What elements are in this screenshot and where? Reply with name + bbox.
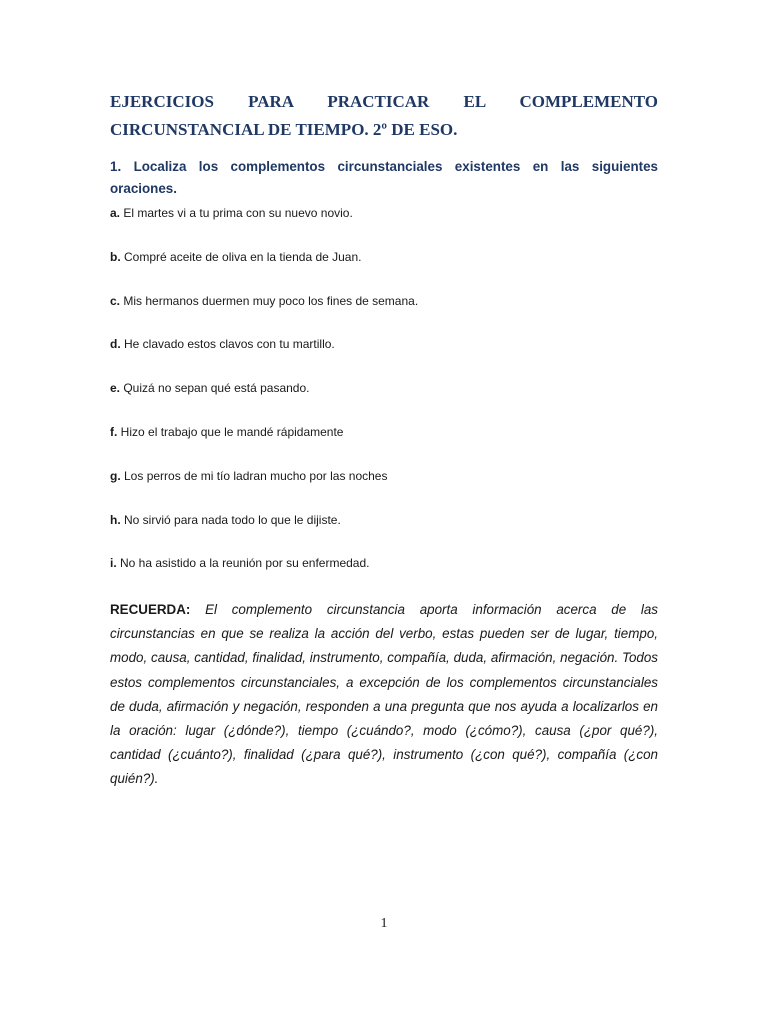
sentence-letter: f. [110, 424, 118, 439]
sentence-letter: d. [110, 337, 121, 352]
recuerda-label: RECUERDA: [110, 602, 191, 617]
sentence-text: Quizá no sepan qué está pasando. [120, 381, 310, 396]
sentence-item [110, 554, 658, 598]
document-title [110, 88, 658, 144]
sentence-text: Compré aceite de oliva en la tienda de Juan. [120, 249, 362, 264]
sentence-letter: e. [110, 381, 121, 396]
sentence-text: No ha asistido a la reunión por su enfermedad. [116, 556, 370, 571]
sentence-letter: h. [110, 512, 121, 527]
recuerda-text: El complemento circunstancia aporta información acerca de las circunstancias en que se realiza la acción del verbo, estas pueden ser de lugar, tiempo, modo, causa, cantidad, finalidad, instrumento, compañía, duda, afirmación, negación. Todos estos complementos circunstanciales, a excepción de los complementos circunstanciales de duda, afirmación y negación, responden a una pregunta que nos ayuda a localizarlos en la oración: lugar (¿dónde?), tiempo (¿cuándo?, modo (¿cómo?), causa (¿por qué?), cantidad (¿cuánto?), finalidad (¿para qué?), instrumento (¿con qué?), compañía (¿con quién?). [110, 602, 658, 787]
sentence-text: No sirvió para nada todo lo que le dijiste. [120, 512, 341, 527]
recuerda-note [110, 598, 658, 792]
title-line-2: CIRCUNSTANCIAL DE TIEMPO. 2º DE ESO. [110, 120, 458, 139]
sentence-item [110, 423, 658, 467]
sentence-item [110, 292, 658, 336]
sentence-letter: c. [110, 293, 121, 308]
sentence-item [110, 248, 658, 292]
exercise-instruction: 1. Localiza los complementos circunstanciales existentes en las siguientes oraciones. [110, 159, 658, 196]
page-number: 1 [380, 916, 388, 931]
sentence-item [110, 204, 658, 248]
sentence-item [110, 379, 658, 423]
sentence-letter: i. [110, 556, 117, 571]
title-line-1: EJERCICIOS PARA PRACTICAR EL COMPLEMENTO [110, 92, 658, 111]
sentence-item [110, 467, 658, 511]
sentence-text: El martes vi a tu prima con su nuevo novio. [120, 206, 353, 220]
sentence-letter: a. [110, 206, 121, 220]
sentence-item [110, 335, 658, 379]
sentence-letter: b. [110, 249, 121, 264]
sentence-item [110, 511, 658, 555]
sentence-text: He clavado estos clavos con tu martillo. [120, 337, 335, 352]
sentence-text: Mis hermanos duermen muy poco los fines de semana. [120, 293, 419, 308]
sentence-text: Los perros de mi tío ladran mucho por las noches [120, 468, 388, 483]
sentence-list [110, 204, 658, 598]
sentence-letter: g. [110, 468, 121, 483]
sentence-text: Hizo el trabajo que le mandé rápidamente [117, 424, 344, 439]
